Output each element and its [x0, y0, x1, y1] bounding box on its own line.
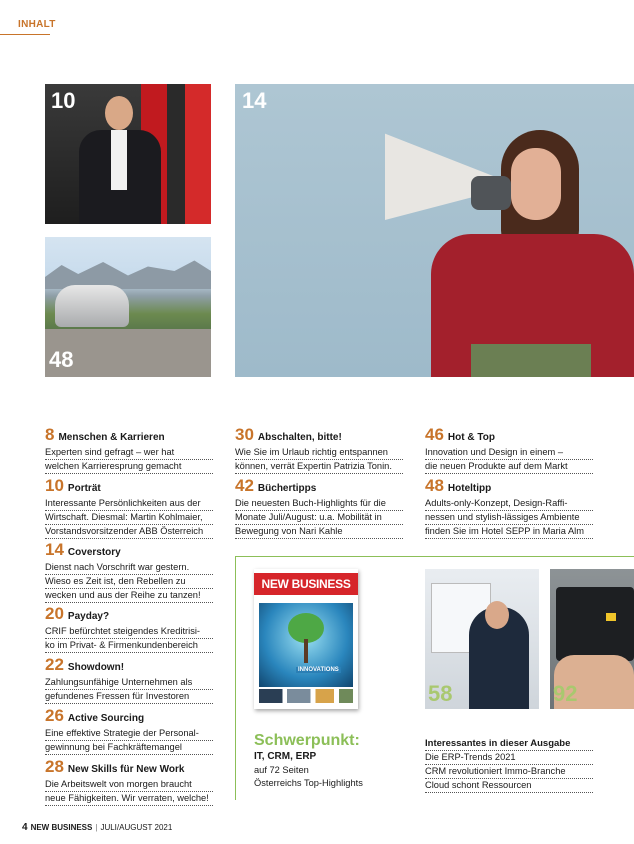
toc-desc-line: finden Sie im Hotel SEPP in Maria Alm	[425, 525, 593, 539]
toc-desc-line: Eine effektive Strategie der Personal-	[45, 727, 213, 741]
toc-page-number: 30	[235, 425, 254, 444]
toc-desc-line: Experten sind gefragt – wer hat	[45, 446, 213, 460]
cover-tag: INNOVATIONS	[298, 667, 339, 673]
toc-title: Büchertipps	[257, 483, 317, 494]
toc-item[interactable]	[45, 759, 213, 806]
highlight-item: Die ERP-Trends 2021	[425, 751, 593, 765]
toc-desc-line: wecken und aus der Reihe zu tanzen!	[45, 589, 213, 603]
megaphone-body	[471, 176, 511, 210]
green-skirt	[471, 344, 591, 377]
footer-issue: JULI/AUGUST 2021	[100, 823, 173, 832]
toc-item[interactable]	[45, 657, 213, 704]
issue-highlights	[425, 737, 593, 793]
toc-desc-line: Wieso es Zeit ist, den Rebellen zu	[45, 575, 213, 589]
coverstory-photo	[235, 84, 634, 377]
toc-desc-line: ko im Privat- & Firmenkundenbereich	[45, 639, 213, 653]
toc-title: Payday?	[67, 611, 110, 622]
woman-face	[511, 148, 561, 220]
focus-subtitle: IT, CRM, ERP	[254, 751, 317, 762]
page-number-badge: 10	[51, 88, 76, 113]
toc-item[interactable]	[45, 606, 213, 653]
toc-desc-line: Interessante Persönlichkeiten aus der	[45, 497, 213, 511]
toc-item[interactable]	[45, 708, 213, 755]
toc-title: Hoteltipp	[447, 483, 492, 494]
toc-title: Hot & Top	[447, 432, 495, 443]
magazine-cover[interactable]	[254, 569, 358, 709]
toc-item[interactable]	[235, 427, 403, 474]
toc-desc-line: Monate Juli/August: u.a. Mobilität in	[235, 511, 403, 525]
toc-desc-line: nessen und stylish-lässiges Ambiente	[425, 511, 593, 525]
page-number-badge: 58	[428, 681, 453, 706]
toc-title: Coverstory	[67, 547, 121, 558]
toc-desc-line: Innovation und Design in einem –	[425, 446, 593, 460]
toc-desc-line: Die neuesten Buch-Highlights für die	[235, 497, 403, 511]
page-number-badge: 14	[242, 88, 267, 113]
focus-line: Österreichs Top-Highlights	[254, 778, 363, 788]
laptop-screen	[556, 587, 634, 661]
toc-title: Menschen & Karrieren	[58, 432, 165, 443]
section-rule	[0, 34, 50, 35]
presenter-head	[485, 601, 509, 629]
toc-item[interactable]	[235, 478, 403, 539]
highlight-item: Cloud schont Ressourcen	[425, 779, 593, 793]
toc-title: Abschalten, bitte!	[257, 432, 342, 443]
page-footer	[22, 822, 172, 833]
toc-page-number: 20	[45, 604, 64, 623]
toc-item[interactable]	[45, 427, 213, 474]
toc-page-number: 22	[45, 655, 64, 674]
toc-item[interactable]	[425, 427, 593, 474]
focus-line: auf 72 Seiten	[254, 765, 309, 775]
highlight-item: CRM revolutioniert Immo-Branche	[425, 765, 593, 779]
footer-page-number: 4	[22, 822, 28, 833]
footer-brand: NEW BUSINESS	[30, 823, 93, 832]
toc-desc-line: Vorstandsvorsitzender ABB Österreich	[45, 525, 213, 539]
toc-desc-line: neue Fähigkeiten. Wir verraten, welche!	[45, 792, 213, 806]
tree-trunk	[304, 639, 308, 663]
toc-item[interactable]	[425, 478, 593, 539]
toc-desc-line: können, verrät Expertin Patrizia Tonin.	[235, 460, 403, 474]
toc-desc-line: die neuen Produkte auf dem Markt	[425, 460, 593, 474]
toc-page-number: 42	[235, 476, 254, 495]
toc-page-number: 8	[45, 425, 55, 444]
red-wall-panel	[185, 84, 211, 224]
cover-thumbnail-strip	[259, 689, 353, 703]
toc-desc-line: Die Arbeitswelt von morgen braucht	[45, 778, 213, 792]
toc-title: New Skills für New Work	[67, 764, 185, 775]
toc-desc-line: Wie Sie im Urlaub richtig entspannen	[235, 446, 403, 460]
toc-desc-line: Adults-only-Konzept, Design-Raffi-	[425, 497, 593, 511]
page-number-badge: 48	[49, 347, 74, 372]
portrait-photo	[45, 84, 211, 224]
toc-page-number: 26	[45, 706, 64, 725]
toc-desc-line: CRIF befürchtet steigendes Kreditrisi-	[45, 625, 213, 639]
toc-page-number: 48	[425, 476, 444, 495]
person-head	[105, 96, 133, 130]
toc-page-number: 46	[425, 425, 444, 444]
presenter-photo	[425, 569, 539, 709]
toc-title: Active Sourcing	[67, 713, 145, 724]
footer-separator: |	[95, 823, 98, 832]
toc-title: Showdown!	[67, 662, 125, 673]
cover-masthead: NEW BUSINESS	[254, 573, 358, 595]
page-number-badge: 92	[553, 681, 578, 706]
laptop-photo	[550, 569, 634, 709]
highlights-heading: Interessantes in dieser Ausgabe	[425, 737, 593, 751]
toc-desc-line: gefundenes Fressen für Investoren	[45, 690, 213, 704]
focus-title: Schwerpunkt:	[254, 732, 360, 749]
toc-page-number: 14	[45, 540, 64, 559]
toc-title: Porträt	[67, 483, 101, 494]
toc-desc-line: Dienst nach Vorschrift war gestern.	[45, 561, 213, 575]
toc-page-number: 28	[45, 757, 64, 776]
toc-item[interactable]	[45, 478, 213, 539]
hotel-photo	[45, 237, 211, 377]
person-shirt	[111, 130, 127, 190]
toc-desc-line: gewinnung bei Fachkräftemangel	[45, 741, 213, 755]
toc-desc-line: Zahlungsunfähige Unternehmen als	[45, 676, 213, 690]
airstream-trailer	[55, 285, 129, 327]
section-label: INHALT	[18, 19, 56, 30]
toc-desc-line: Wirtschaft. Diesmal: Martin Kohlmaier,	[45, 511, 213, 525]
toc-desc-line: Bewegung von Nari Kahle	[235, 525, 403, 539]
toc-desc-line: welchen Karrieresprung gemacht	[45, 460, 213, 474]
toc-page-number: 10	[45, 476, 64, 495]
toc-item[interactable]	[45, 542, 213, 603]
